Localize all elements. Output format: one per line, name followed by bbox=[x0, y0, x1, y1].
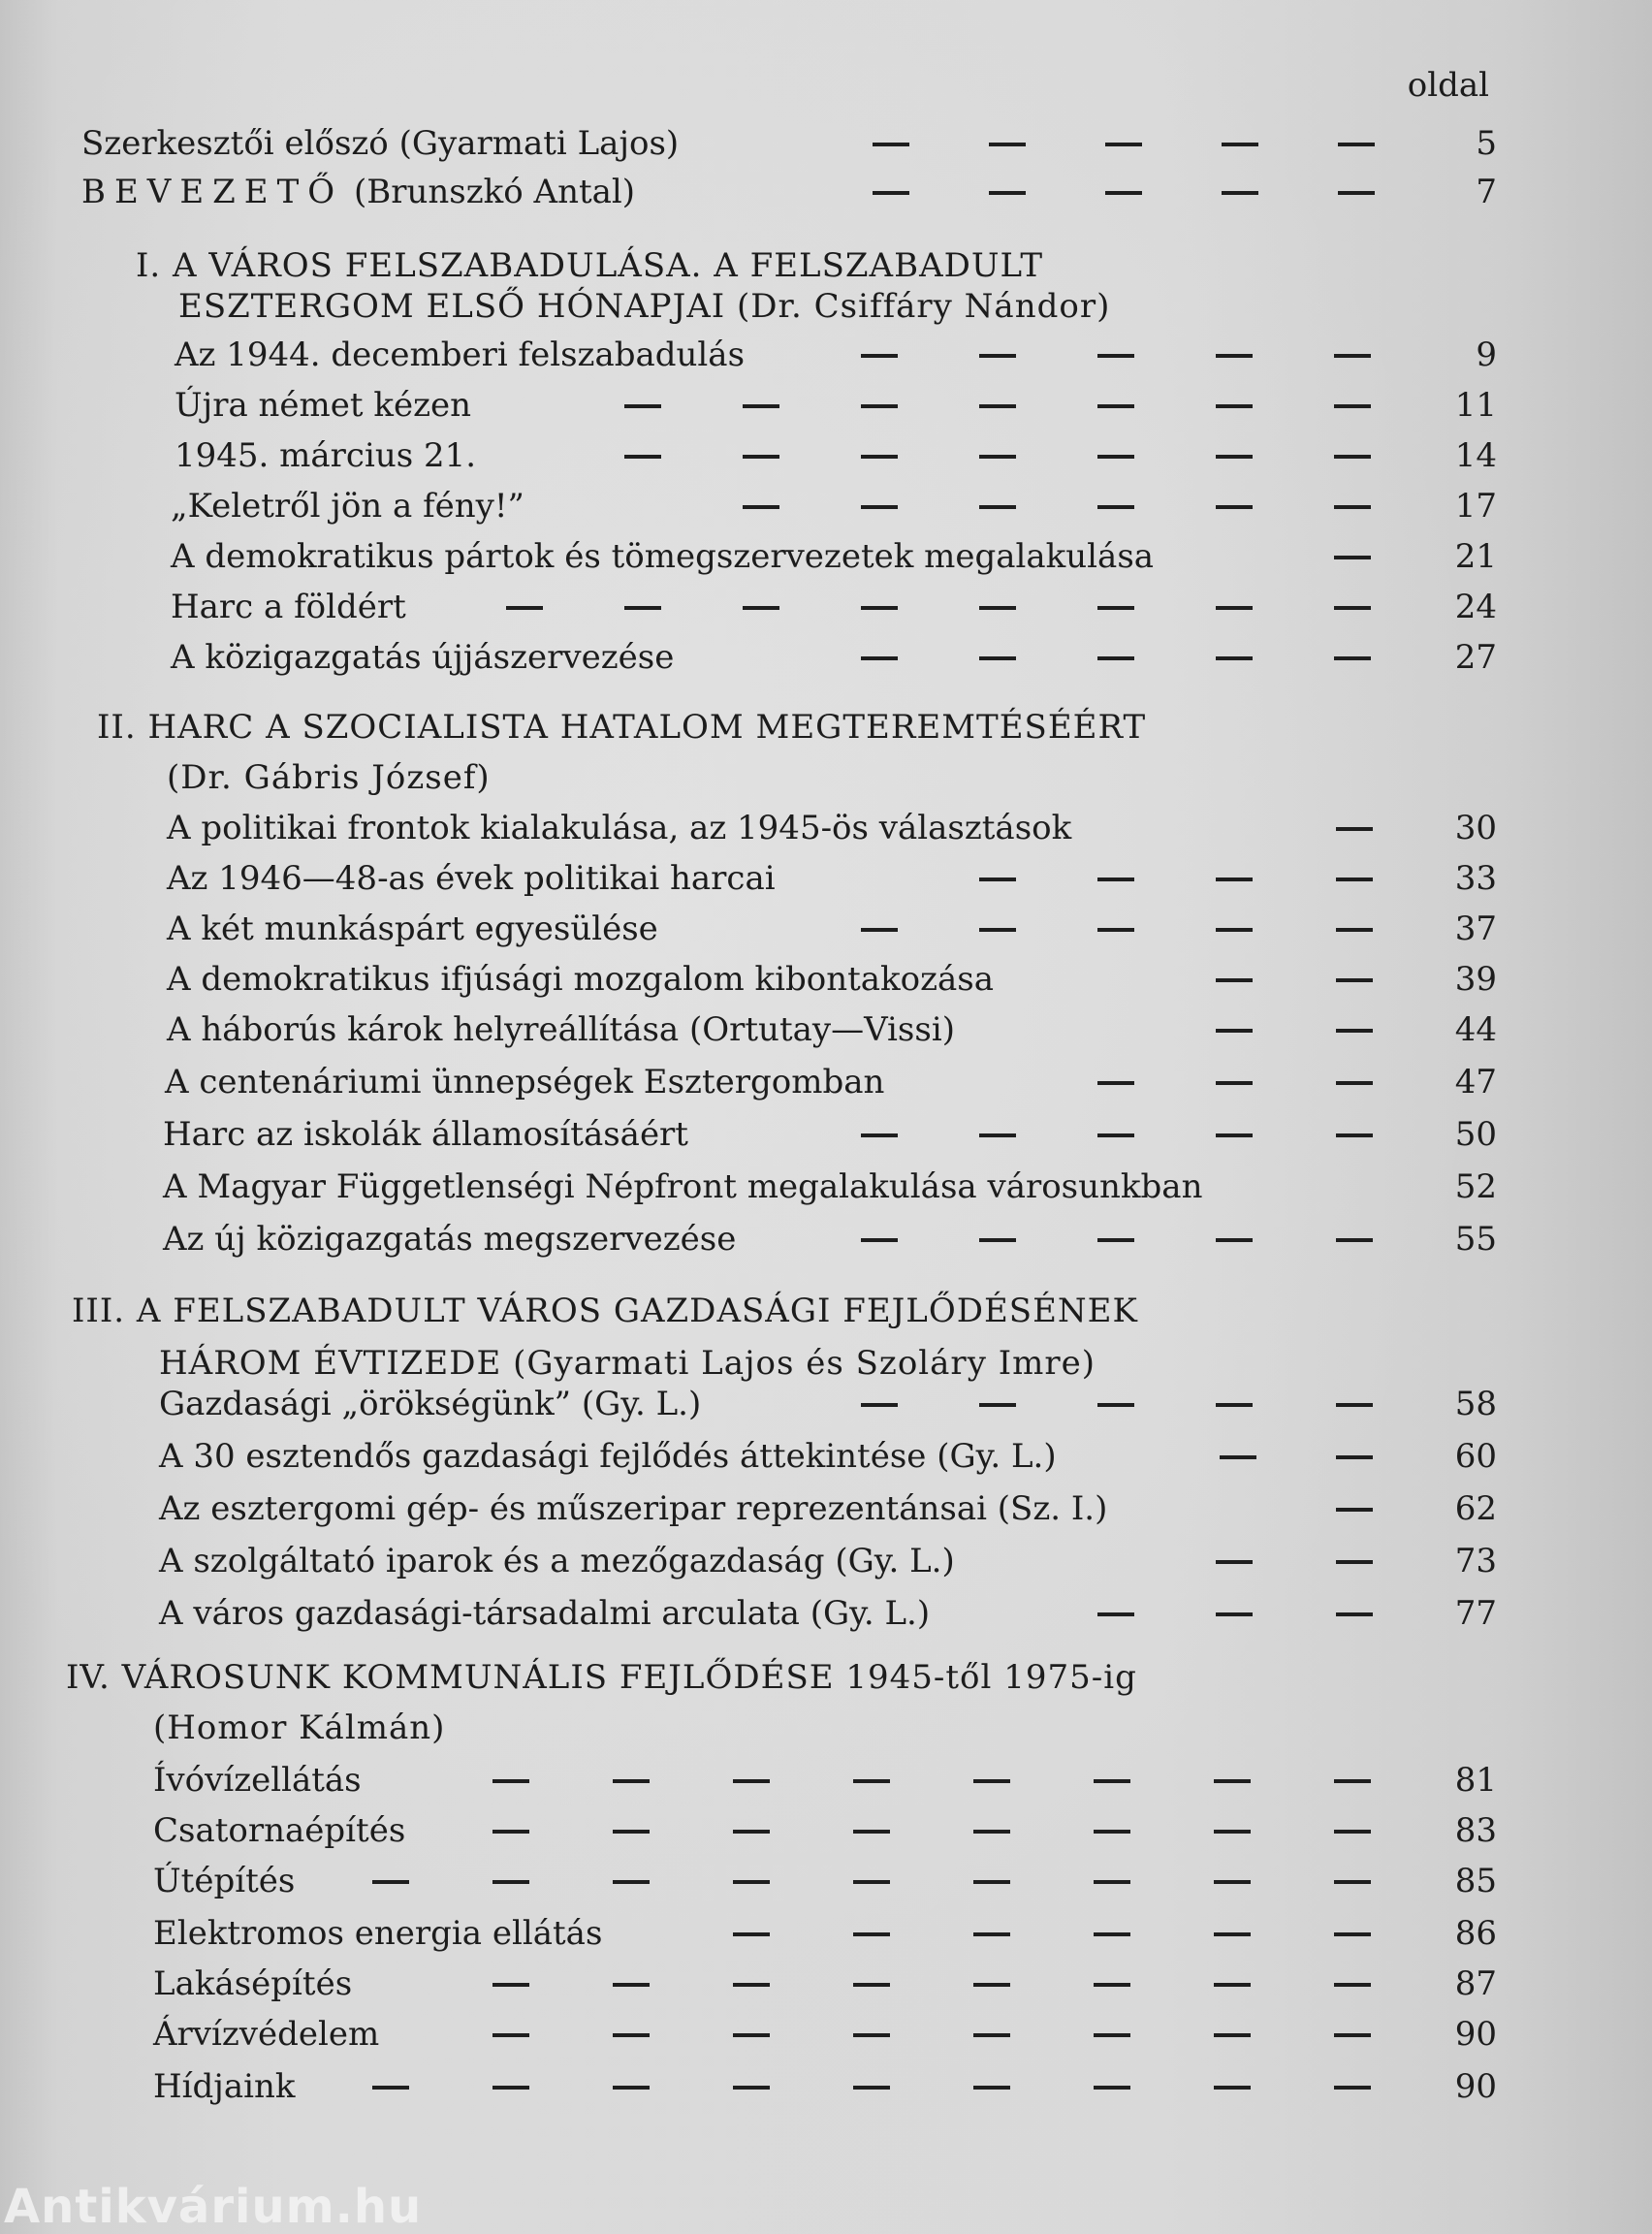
toc-entry bbox=[0, 1759, 1652, 1802]
entry-page-number: 90 bbox=[1454, 2067, 1497, 2106]
entry-page-number: 83 bbox=[1454, 1811, 1497, 1850]
entry-page-number: 52 bbox=[1454, 1167, 1497, 1206]
toc-entry bbox=[0, 122, 1652, 165]
page-column-header: oldal bbox=[1407, 66, 1489, 105]
chapter-heading: IV. VÁROSUNK KOMMUNÁLIS FEJLŐDÉSE 1945-től 1975-ig bbox=[66, 1658, 1137, 1697]
entry-page-number: 87 bbox=[1454, 1964, 1497, 2003]
toc-entry bbox=[0, 1113, 1652, 1156]
entry-page-number: 50 bbox=[1454, 1115, 1497, 1154]
entry-title: A demokratikus pártok és tömegszervezetek megalakulása bbox=[171, 537, 1155, 576]
toc-entry bbox=[0, 1487, 1652, 1530]
entry-page-number: 11 bbox=[1454, 386, 1497, 425]
entry-page-number: 47 bbox=[1454, 1063, 1497, 1101]
toc-entry bbox=[0, 1383, 1652, 1425]
entry-title: Harc az iskolák államosításáért bbox=[163, 1115, 688, 1154]
toc-entry bbox=[0, 1165, 1652, 1208]
entry-page-number: 14 bbox=[1454, 436, 1497, 475]
toc-entry bbox=[0, 807, 1652, 849]
toc-entry bbox=[0, 958, 1652, 1001]
entry-title: A 30 esztendős gazdasági fejlődés áttekintése (Gy. L.) bbox=[159, 1437, 1057, 1476]
entry-title: „Keletről jön a fény!” bbox=[171, 487, 524, 526]
toc-entry bbox=[0, 908, 1652, 950]
entry-page-number: 81 bbox=[1454, 1761, 1497, 1800]
entry-title: A centenáriumi ünnepségek Esztergomban bbox=[165, 1063, 885, 1101]
toc-entry bbox=[0, 1435, 1652, 1478]
entry-title: A szolgáltató iparok és a mezőgazdaság (Gy. L.) bbox=[159, 1542, 955, 1580]
entry-page-number: 85 bbox=[1454, 1862, 1497, 1900]
toc-entry bbox=[0, 1912, 1652, 1955]
chapter-heading: I. A VÁROS FELSZABADULÁSA. A FELSZABADULT bbox=[136, 246, 1044, 285]
entry-page-number: 7 bbox=[1476, 173, 1497, 211]
chapter-heading-cont: HÁROM ÉVTIZEDE (Gyarmati Lajos és Szoláry Imre) bbox=[159, 1344, 1096, 1383]
entry-title: Az 1946—48-as évek politikai harcai bbox=[167, 859, 776, 898]
entry-page-number: 24 bbox=[1454, 588, 1497, 626]
entry-page-number: 73 bbox=[1454, 1542, 1497, 1580]
toc-entry bbox=[0, 535, 1652, 578]
entry-page-number: 5 bbox=[1476, 124, 1497, 163]
toc-entry bbox=[0, 2065, 1652, 2108]
entry-page-number: 17 bbox=[1454, 487, 1497, 526]
entry-title: A politikai frontok kialakulása, az 1945-ös választások bbox=[167, 809, 1072, 847]
chapter-heading-cont: ESZTERGOM ELSŐ HÓNAPJAI (Dr. Csiffáry Nándor) bbox=[178, 287, 1111, 326]
toc-entry bbox=[0, 485, 1652, 527]
chapter-heading-cont: (Homor Kálmán) bbox=[153, 1708, 446, 1747]
entry-title: Újra német kézen bbox=[175, 386, 472, 425]
toc-entry bbox=[0, 384, 1652, 427]
entry-page-number: 55 bbox=[1454, 1220, 1497, 1259]
entry-page-number: 60 bbox=[1454, 1437, 1497, 1476]
entry-page-number: 62 bbox=[1454, 1489, 1497, 1528]
entry-title: Hídjaink bbox=[153, 2067, 296, 2106]
toc-entry bbox=[0, 1592, 1652, 1635]
entry-page-number: 37 bbox=[1454, 910, 1497, 948]
entry-title: Árvízvédelem bbox=[153, 2015, 380, 2054]
entry-title: A két munkáspárt egyesülése bbox=[167, 910, 658, 948]
chapter-heading: II. HARC A SZOCIALISTA HATALOM MEGTEREMTÉSÉÉRT bbox=[97, 708, 1147, 747]
entry-title: Útépítés bbox=[153, 1862, 296, 1900]
entry-title: Az új közigazgatás megszervezése bbox=[163, 1220, 737, 1259]
entry-title: A demokratikus ifjúsági mozgalom kibontakozása bbox=[167, 960, 995, 999]
toc-entry bbox=[0, 1860, 1652, 1902]
toc-entry bbox=[0, 586, 1652, 628]
entry-title: A város gazdasági-társadalmi arculata (Gy. L.) bbox=[159, 1594, 931, 1633]
entry-title: A Magyar Függetlenségi Népfront megalakulása városunkban bbox=[163, 1167, 1203, 1206]
toc-entry bbox=[0, 334, 1652, 376]
chapter-heading-cont: (Dr. Gábris József) bbox=[167, 758, 491, 797]
entry-title: Szerkesztői előszó (Gyarmati Lajos) bbox=[81, 124, 680, 163]
entry-title: Az esztergomi gép- és műszeripar reprezentánsai (Sz. I.) bbox=[159, 1489, 1108, 1528]
entry-page-number: 44 bbox=[1454, 1010, 1497, 1049]
toc-entry bbox=[0, 171, 1652, 213]
entry-page-number: 86 bbox=[1454, 1914, 1497, 1953]
watermark: Antikvárium.hu bbox=[4, 2180, 423, 2234]
entry-page-number: 58 bbox=[1454, 1385, 1497, 1423]
entry-title-author: (Brunszkó Antal) bbox=[343, 173, 636, 211]
entry-page-number: 77 bbox=[1454, 1594, 1497, 1633]
entry-title: Harc a földért bbox=[171, 588, 406, 626]
entry-title: Elektromos energia ellátás bbox=[153, 1914, 603, 1953]
toc-entry bbox=[0, 636, 1652, 679]
entry-page-number: 39 bbox=[1454, 960, 1497, 999]
entry-title: 1945. március 21. bbox=[175, 436, 477, 475]
toc-entry bbox=[0, 1061, 1652, 1103]
toc-entry bbox=[0, 1540, 1652, 1582]
entry-title: A háborús károk helyreállítása (Ortutay—Vissi) bbox=[167, 1010, 955, 1049]
toc-entry bbox=[0, 1218, 1652, 1261]
entry-title: Az 1944. decemberi felszabadulás bbox=[175, 335, 746, 374]
entry-page-number: 30 bbox=[1454, 809, 1497, 847]
toc-entry bbox=[0, 2013, 1652, 2056]
toc-entry bbox=[0, 857, 1652, 900]
entry-title bbox=[81, 171, 635, 213]
chapter-heading: III. A FELSZABADULT VÁROS GAZDASÁGI FEJLŐDÉSÉNEK bbox=[72, 1292, 1138, 1330]
entry-title: Csatornaépítés bbox=[153, 1811, 406, 1850]
entry-title-spaced: BEVEZETŐ bbox=[81, 173, 344, 211]
entry-title: Lakásépítés bbox=[153, 1964, 353, 2003]
entry-page-number: 33 bbox=[1454, 859, 1497, 898]
entry-title: Ívóvízellátás bbox=[153, 1761, 362, 1800]
entry-page-number: 9 bbox=[1476, 335, 1497, 374]
entry-title: Gazdasági „örökségünk” (Gy. L.) bbox=[159, 1385, 702, 1423]
entry-page-number: 21 bbox=[1454, 537, 1497, 576]
entry-title: A közigazgatás újjászervezése bbox=[171, 638, 675, 677]
toc-entry bbox=[0, 1008, 1652, 1051]
entry-page-number: 27 bbox=[1454, 638, 1497, 677]
toc-entry bbox=[0, 434, 1652, 477]
entry-page-number: 90 bbox=[1454, 2015, 1497, 2054]
toc-entry bbox=[0, 1809, 1652, 1852]
toc-entry bbox=[0, 1963, 1652, 2005]
